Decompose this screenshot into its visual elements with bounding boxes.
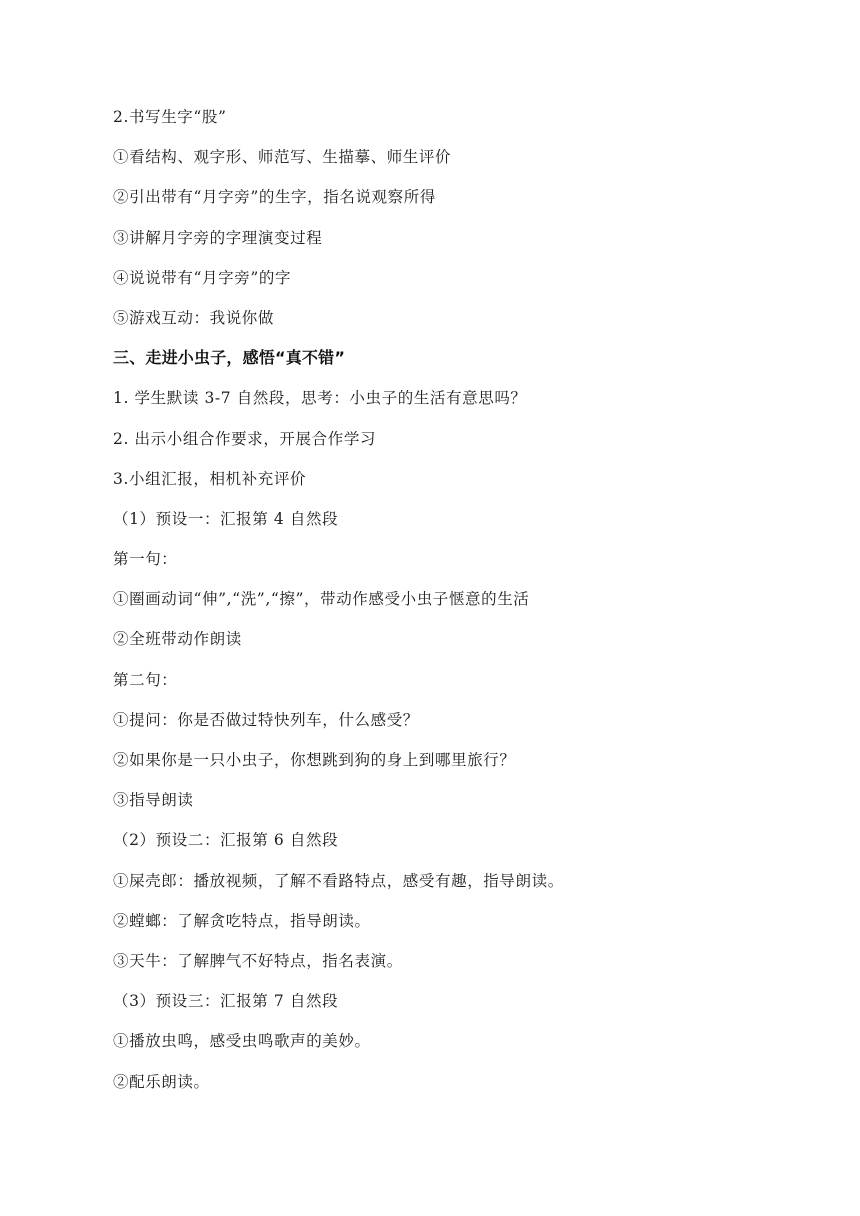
list-item: ②螳螂：了解贪吃特点，指导朗读。 [113, 911, 371, 930]
list-item: ②配乐朗读。 [113, 1072, 210, 1091]
list-item: ④说说带有“月字旁”的字 [113, 268, 292, 287]
list-item: ①提问：你是否做过特快列车，什么感受？ [113, 710, 419, 729]
step-heading-write-character: 2.书写生字“股” [113, 108, 227, 126]
sub-heading: （2）预设二：汇报第 6 自然段 [113, 831, 339, 850]
sub-heading: （3）预设三：汇报第 7 自然段 [113, 992, 339, 1011]
list-item: ③天牛：了解脾气不好特点，指名表演。 [113, 951, 403, 970]
list-item: 1. 学生默读 3-7 自然段，思考：小虫子的生活有意思吗？ [113, 389, 527, 408]
list-item: ①播放虫鸣，感受虫鸣歌声的美妙。 [113, 1032, 371, 1051]
list-item: ⑤游戏互动：我说你做 [113, 308, 275, 327]
list-item: ②全班带动作朗读 [113, 630, 242, 649]
document-body [113, 104, 753, 1109]
list-item: ③指导朗读 [113, 791, 194, 810]
list-item: ①看结构、观字形、师范写、生描摹、师生评价 [113, 148, 452, 167]
list-item: ③讲解月字旁的字理演变过程 [113, 228, 323, 247]
list-item: ②如果你是一只小虫子，你想跳到狗的身上到哪里旅行？ [113, 751, 516, 769]
list-item: ①屎壳郎：播放视频，了解不看路特点，感受有趣，指导朗读。 [113, 871, 564, 890]
sentence-label: 第一句： [113, 550, 178, 569]
sub-heading: （1）预设一：汇报第 4 自然段 [113, 509, 339, 528]
list-item: 3.小组汇报，相机补充评价 [113, 469, 307, 488]
list-item: ②引出带有“月字旁”的生字，指名说观察所得 [113, 188, 436, 207]
section-heading: 三、走进小虫子，感悟“真不错” [113, 348, 346, 368]
list-item: 2. 出示小组合作要求，开展合作学习 [113, 429, 377, 448]
list-item: ①圈画动词“伸”,“洗”,“擦”，带动作感受小虫子惬意的生活 [113, 590, 530, 609]
sentence-label: 第二句： [113, 670, 178, 689]
